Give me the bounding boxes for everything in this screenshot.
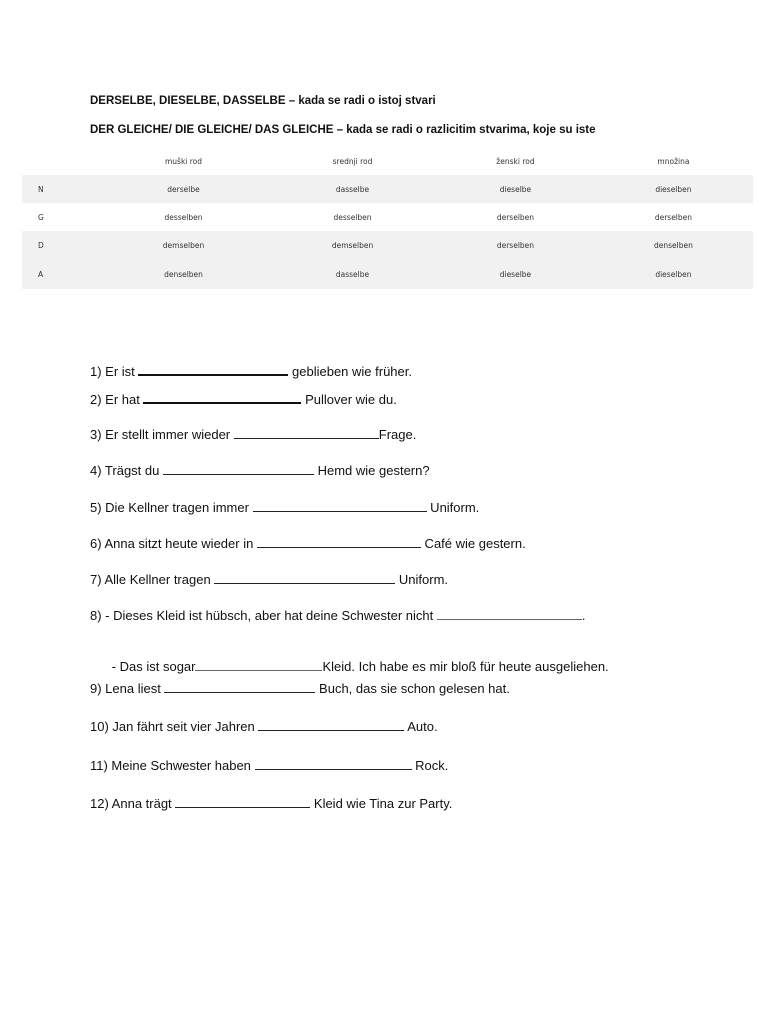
exercise-text: Frage. bbox=[378, 427, 417, 442]
exercise-text: 3) Er stellt immer wieder bbox=[90, 427, 234, 442]
exercise-text: 9) Lena liest bbox=[90, 681, 165, 696]
table-cell: demselben bbox=[268, 231, 437, 259]
table-row bbox=[22, 175, 753, 203]
exercise-5 bbox=[90, 500, 479, 515]
table-header-cell: množina bbox=[657, 157, 690, 166]
exercise-text: - Das ist sogar bbox=[97, 659, 196, 674]
declension-table bbox=[22, 148, 753, 289]
exercise-2 bbox=[90, 391, 397, 407]
exercise-1 bbox=[90, 363, 412, 379]
answer-blank[interactable] bbox=[164, 681, 315, 693]
exercise-text: 5) Die Kellner tragen immer bbox=[90, 500, 253, 515]
table-header-cell: ženski rod bbox=[496, 157, 535, 166]
table-cell: denselben bbox=[99, 259, 268, 289]
answer-blank[interactable] bbox=[214, 572, 395, 584]
exercise-text: 6) Anna sitzt heute wieder in bbox=[90, 536, 257, 551]
case-label: A bbox=[22, 259, 99, 289]
exercise-text: Kleid wie Tina zur Party. bbox=[310, 796, 453, 811]
exercise-text: Rock. bbox=[411, 758, 449, 773]
exercise-text: geblieben wie früher. bbox=[288, 364, 412, 379]
answer-blank[interactable] bbox=[163, 463, 314, 475]
table-cell: demselben bbox=[99, 231, 268, 259]
table-cell: dasselbe bbox=[268, 175, 437, 203]
answer-blank[interactable] bbox=[257, 536, 421, 548]
exercise-11 bbox=[90, 758, 448, 773]
case-label: G bbox=[38, 212, 44, 222]
exercise-3 bbox=[90, 427, 416, 442]
answer-blank[interactable] bbox=[258, 719, 404, 731]
exercise-text: 12) Anna trägt bbox=[90, 796, 176, 811]
table-row bbox=[22, 259, 753, 289]
exercise-text: Auto. bbox=[404, 719, 438, 734]
exercise-text: 4) Trägst du bbox=[90, 463, 163, 478]
case-label: N bbox=[22, 175, 99, 203]
exercise-4 bbox=[90, 463, 430, 478]
exercise-9 bbox=[90, 681, 510, 696]
exercise-text: 2) Er hat bbox=[90, 392, 144, 407]
exercise-text: Uniform. bbox=[395, 572, 449, 587]
exercise-text: 10) Jan fährt seit vier Jahren bbox=[90, 719, 259, 734]
exercise-text: Buch, das sie schon gelesen hat. bbox=[315, 681, 510, 696]
exercise-text: Uniform. bbox=[426, 500, 480, 515]
exercise-6 bbox=[90, 536, 526, 551]
exercise-text: Kleid. Ich habe es mir bloß für heute ausgeliehen. bbox=[322, 659, 609, 674]
answer-blank[interactable] bbox=[437, 608, 582, 620]
answer-blank[interactable] bbox=[138, 363, 288, 376]
case-label: D bbox=[22, 231, 99, 259]
table-cell: desselben bbox=[333, 212, 372, 222]
answer-blank[interactable] bbox=[234, 427, 379, 439]
table-header-row bbox=[22, 148, 753, 175]
exercise-12 bbox=[90, 796, 452, 811]
exercise-text: 1) Er ist bbox=[90, 364, 139, 379]
table-cell: dieselben bbox=[594, 259, 753, 289]
exercise-text: . bbox=[581, 608, 586, 623]
table-cell: dasselbe bbox=[268, 259, 437, 289]
table-cell: dieselbe bbox=[437, 259, 594, 289]
table-header-cell: srednji rod bbox=[332, 157, 373, 166]
table-header-cell bbox=[22, 148, 99, 175]
exercise-text: Hemd wie gestern? bbox=[313, 463, 430, 478]
answer-blank[interactable] bbox=[195, 659, 322, 671]
answer-blank[interactable] bbox=[175, 796, 310, 808]
table-row bbox=[22, 231, 753, 259]
heading-derselbe: DERSELBE, DIESELBE, DASSELBE – kada se radi o istoj stvari bbox=[90, 95, 436, 107]
exercise-8-reply bbox=[90, 644, 609, 674]
answer-blank[interactable] bbox=[253, 500, 427, 512]
table-cell: derselben bbox=[437, 231, 594, 259]
table-cell: dieselbe bbox=[437, 175, 594, 203]
table-cell: desselben bbox=[164, 212, 203, 222]
table-row bbox=[22, 203, 753, 231]
table-cell: derselben bbox=[496, 212, 535, 222]
answer-blank[interactable] bbox=[143, 391, 301, 404]
exercise-10 bbox=[90, 719, 438, 734]
heading-der-gleiche: DER GLEICHE/ DIE GLEICHE/ DAS GLEICHE – kada se radi o razlicitim stvarima, koje su iste bbox=[90, 124, 596, 136]
exercise-text: Pullover wie du. bbox=[301, 392, 397, 407]
answer-blank[interactable] bbox=[255, 758, 412, 770]
exercise-8 bbox=[90, 608, 585, 623]
table-header-cell: muški rod bbox=[164, 157, 203, 166]
exercise-text: 11) Meine Schwester haben bbox=[90, 758, 255, 773]
exercise-text: Café wie gestern. bbox=[420, 536, 526, 551]
exercise-text: 8) - Dieses Kleid ist hübsch, aber hat deine Schwester nicht bbox=[90, 608, 437, 623]
table-cell: denselben bbox=[594, 231, 753, 259]
table-cell: dieselben bbox=[594, 175, 753, 203]
table-cell: derselben bbox=[654, 212, 693, 222]
exercise-text: 7) Alle Kellner tragen bbox=[90, 572, 215, 587]
table-cell: derselbe bbox=[99, 175, 268, 203]
exercise-7 bbox=[90, 572, 448, 587]
